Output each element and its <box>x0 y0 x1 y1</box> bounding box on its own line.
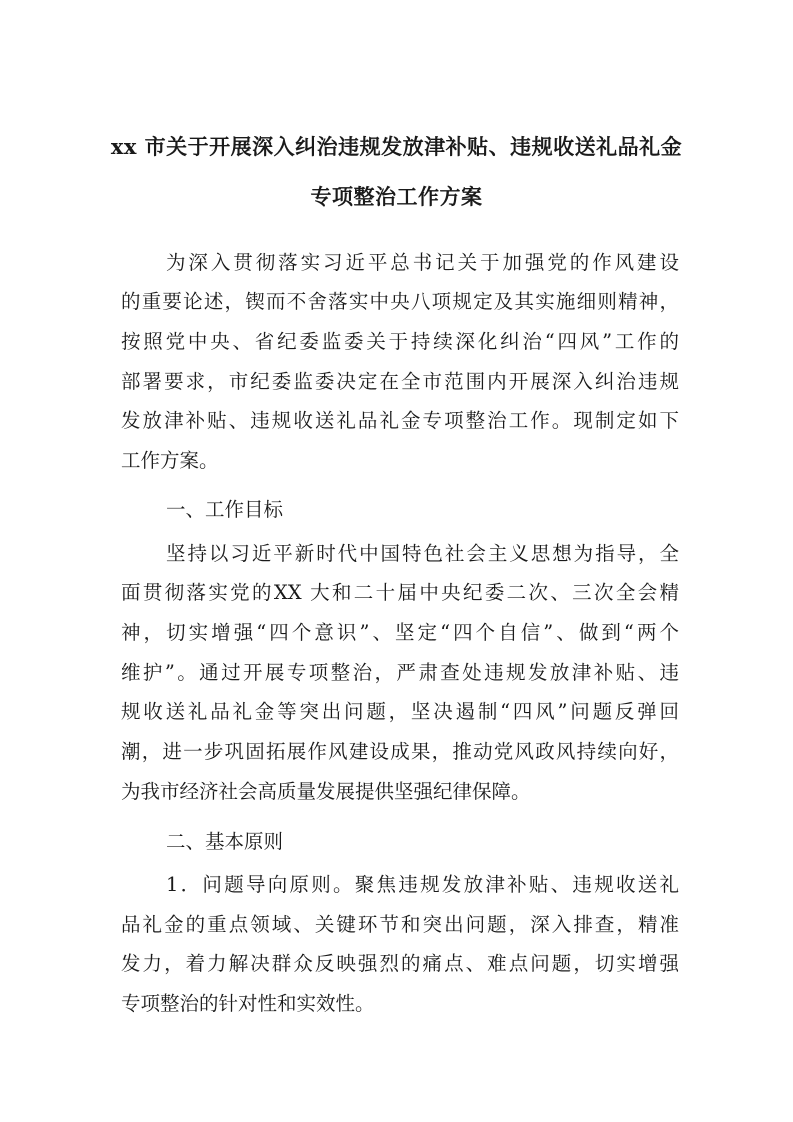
body-line: 品礼金的重点领域、关键环节和突出问题，深入排查，精准 <box>121 913 679 936</box>
document-title-line-2: 专项整治工作方案 <box>310 184 483 209</box>
body-line: 规收送礼品礼金等突出问题，坚决遏制“四风”问题反弹回 <box>121 700 679 723</box>
body-line: 潮，进一步巩固拓展作风建设成果，推动党风政风持续向好， <box>121 740 679 763</box>
body-line: 为我市经济社会高质量发展提供坚强纪律保障。 <box>121 780 531 803</box>
body-line: 发放津补贴、违规收送礼品礼金专项整治工作。现制定如下 <box>121 409 679 432</box>
body-line: 按照党中央、省纪委监委关于持续深化纠治“四风”工作的 <box>121 330 679 353</box>
section-heading-goals: 一、工作目标 <box>166 498 284 521</box>
body-line: 的重要论述，锲而不舍落实中央八项规定及其实施细则精神， <box>121 290 679 313</box>
body-line: 1．问题导向原则。聚焦违规发放津补贴、违规收送礼 <box>166 873 679 896</box>
body-line: 专项整治的针对性和实效性。 <box>121 992 375 1015</box>
body-line: 坚持以习近平新时代中国特色社会主义思想为指导，全 <box>166 542 679 565</box>
body-line: 为深入贯彻落实习近平总书记关于加强党的作风建设 <box>166 251 679 274</box>
body-line: 部署要求，市纪委监委决定在全市范围内开展深入纠治违规 <box>121 370 679 393</box>
body-line: 面贯彻落实党的XX 大和二十届中央纪委二次、三次全会精 <box>121 581 679 604</box>
body-line: 工作方案。 <box>121 449 219 472</box>
section-heading-principles: 二、基本原则 <box>166 830 284 853</box>
document-title-line-1: xx 市关于开展深入纠治违规发放津补贴、违规收送礼品礼金 <box>110 134 683 159</box>
body-line: 神，切实增强“四个意识”、坚定“四个自信”、做到“两个 <box>121 621 679 644</box>
body-line: 发力，着力解决群众反映强烈的痛点、难点问题，切实增强 <box>121 952 679 975</box>
body-line: 维护”。通过开展专项整治，严肃查处违规发放津补贴、违 <box>121 661 679 684</box>
